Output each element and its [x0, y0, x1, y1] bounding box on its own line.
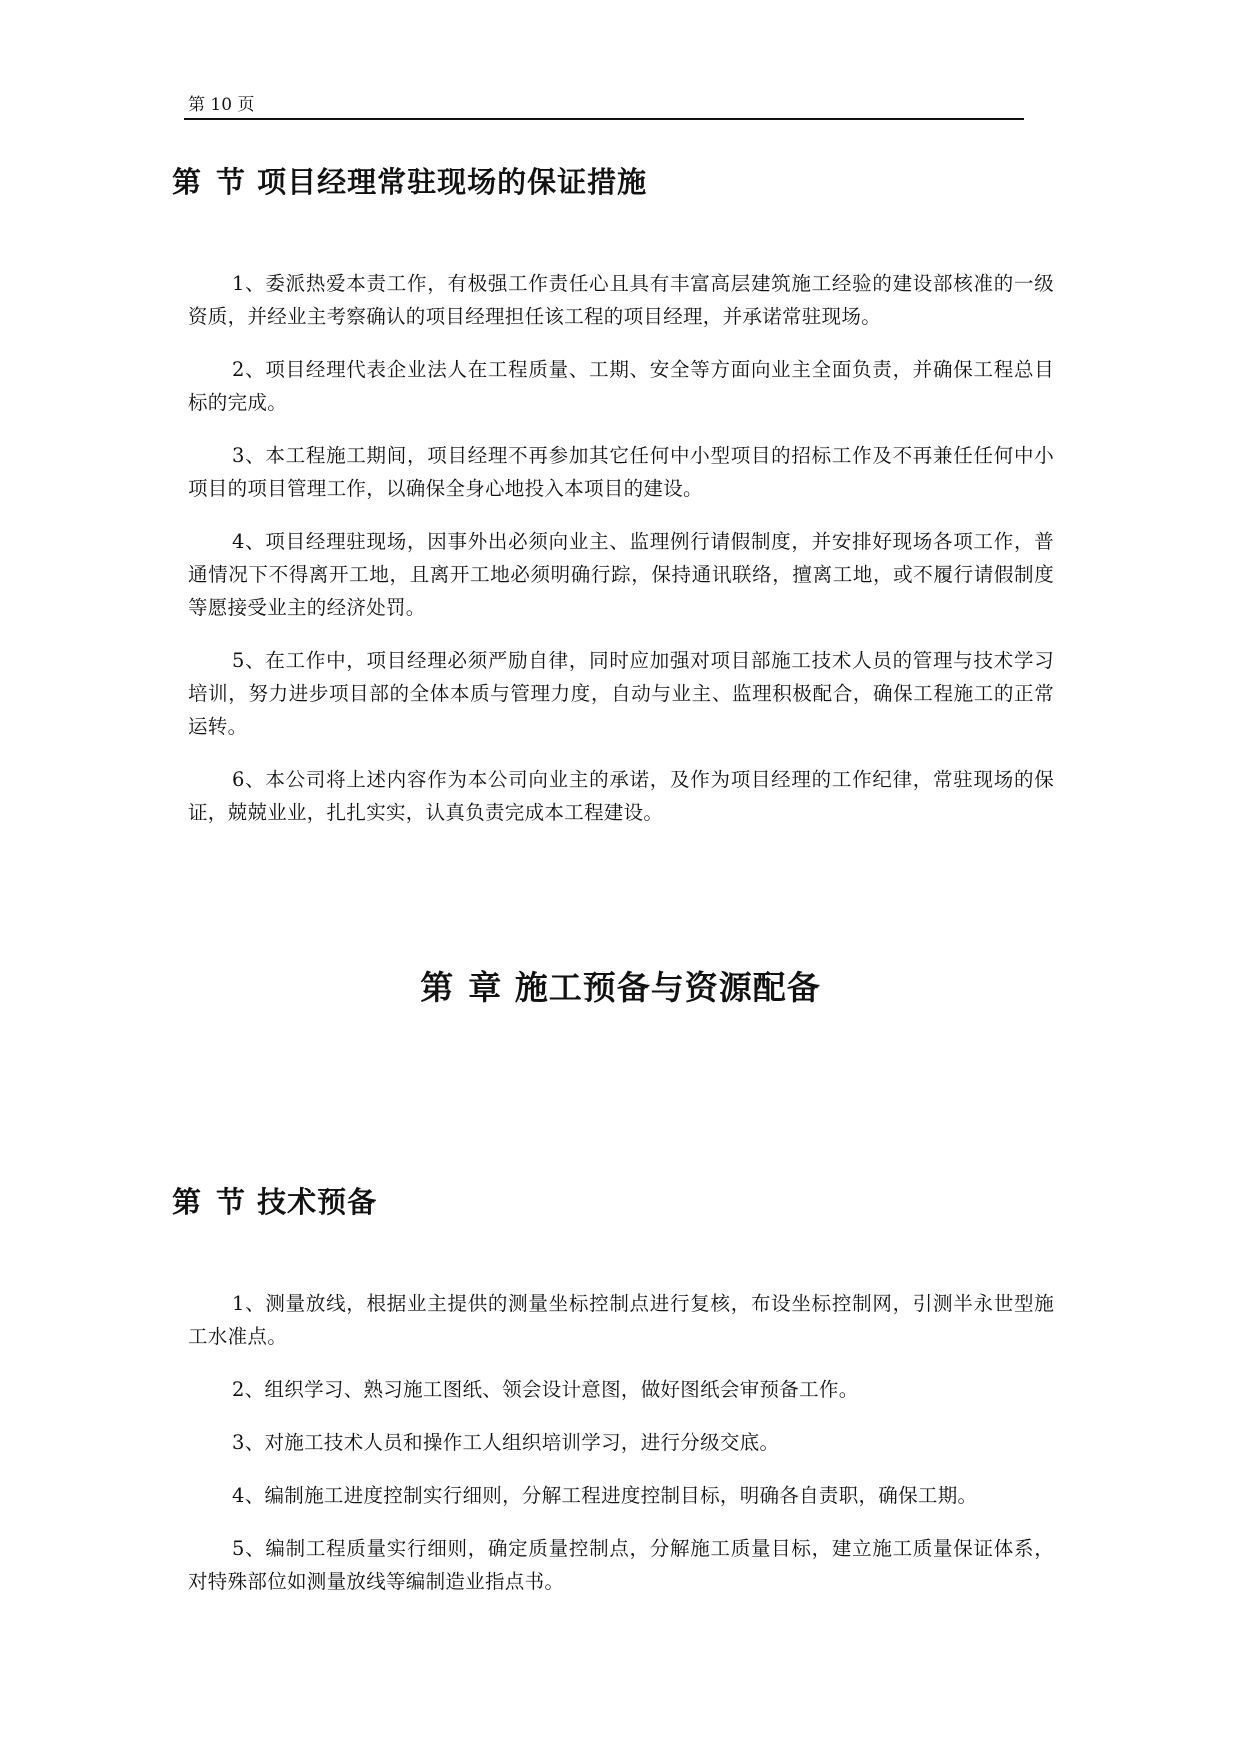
paragraph: 2、组织学习、熟习施工图纸、领会设计意图，做好图纸会审预备工作。	[232, 1378, 859, 1401]
chapter-heading-prefix: 第	[420, 968, 455, 1007]
paragraph: 4、编制施工进度控制实行细则，分解工程进度控制目标，明确各自责职，确保工期。	[232, 1484, 978, 1507]
section-heading-prefix: 第	[172, 1185, 203, 1219]
page-number: 第 10 页	[188, 95, 255, 115]
paragraph: 5、编制工程质量实行细则，确定质量控制点，分解施工质量目标，建立施工质量保证体系，对特殊部位如测量放线等编制造业指点书。	[188, 1537, 1054, 1593]
paragraph: 2、项目经理代表企业法人在工程质量、工期、安全等方面向业主全面负责，并确保工程总目标的完成。	[188, 358, 1054, 414]
paragraph: 1、委派热爱本责工作，有极强工作责任心且具有丰富高层建筑施工经验的建设部核准的一级资质，并经业主考察确认的项目经理担任该工程的项目经理，并承诺常驻现场。	[188, 272, 1054, 328]
section-heading-project-manager	[172, 160, 647, 201]
chapter-heading-title: 章 施工预备与资源配备	[468, 968, 821, 1007]
paragraph: 3、对施工技术人员和操作工人组织培训学习，进行分级交底。	[232, 1431, 780, 1454]
paragraph: 1、测量放线，根据业主提供的测量坐标控制点进行复核，布设坐标控制网，引测半永世型施工水准点。	[188, 1292, 1054, 1348]
paragraph: 6、本公司将上述内容作为本公司向业主的承诺，及作为项目经理的工作纪律，常驻现场的保证，兢兢业业，扎扎实实，认真负责完成本工程建设。	[188, 768, 1054, 824]
page-header	[184, 86, 1024, 120]
section-heading-prefix: 第	[172, 165, 203, 199]
section-heading-title: 节 技术预备	[216, 1185, 378, 1219]
section-heading-title: 节 项目经理常驻现场的保证措施	[216, 165, 648, 199]
paragraph: 3、本工程施工期间，项目经理不再参加其它任何中小型项目的招标工作及不再兼任任何中小项目的项目管理工作，以确保全身心地投入本项目的建设。	[188, 444, 1054, 500]
paragraph: 4、项目经理驻现场，因事外出必须向业主、监理例行请假制度，并安排好现场各项工作，普通情况下不得离开工地，且离开工地必须明确行踪，保持通讯联络，擅离工地，或不履行请假制度等愿接受业主的经济处罚。	[188, 530, 1054, 619]
chapter-heading	[0, 962, 1241, 1009]
paragraph: 5、在工作中，项目经理必须严励自律，同时应加强对项目部施工技术人员的管理与技术学习培训，努力进步项目部的全体本质与管理力度，自动与业主、监理积极配合，确保工程施工的正常运转。	[188, 649, 1054, 738]
section2-body	[188, 1287, 1054, 1618]
section1-body	[188, 267, 1054, 849]
section-heading-technical-prep	[172, 1180, 377, 1221]
